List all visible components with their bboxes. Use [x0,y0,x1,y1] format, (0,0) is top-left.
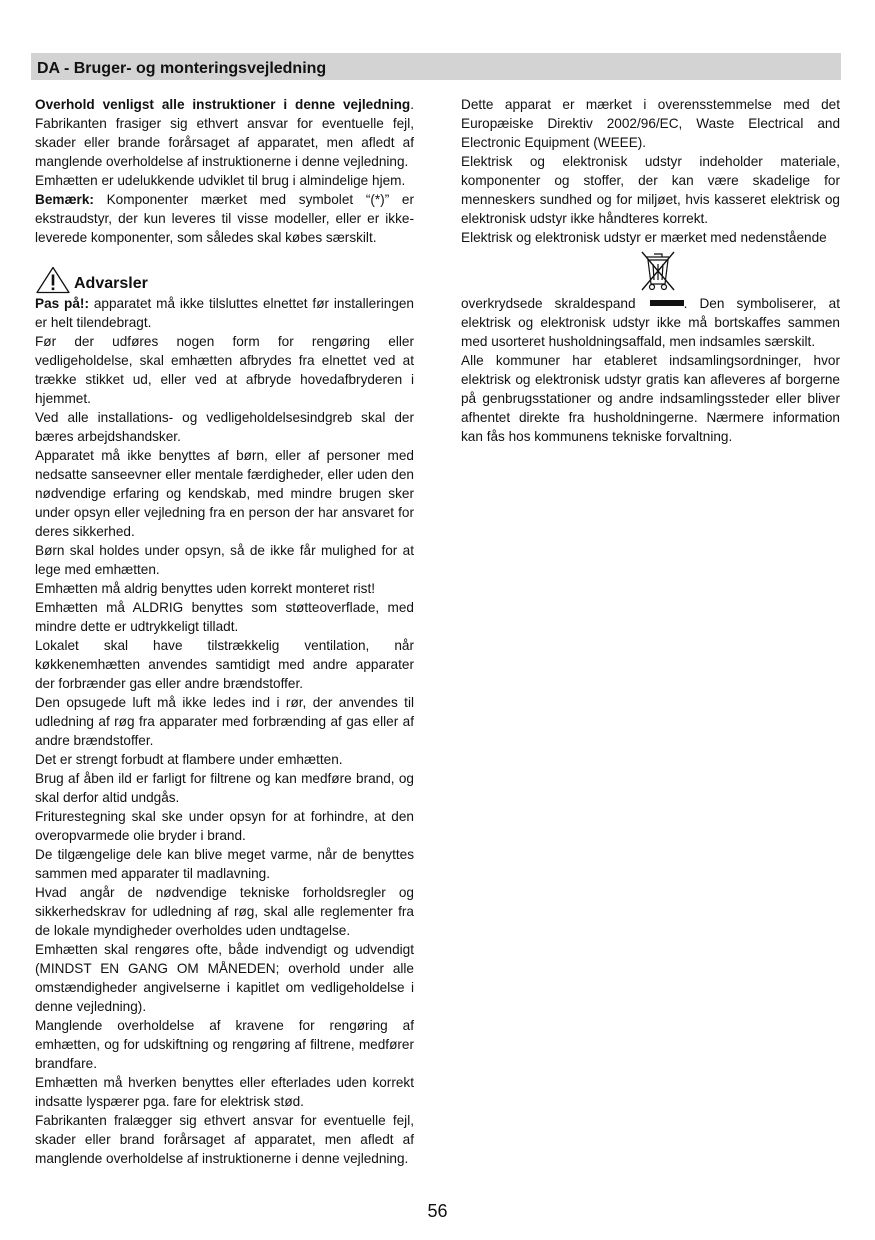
warning-item: Ved alle installations- og vedligeholdelsesindgreb skal der bæres arbejdshandsker. [35,410,414,444]
intro-household-use: Emhætten er udelukkende udviklet til brug i almindelige hjem. [35,173,406,188]
warning-first-text: apparatet må ikke tilsluttes elnettet før installeringen er helt tilendebragt. [35,296,414,330]
bin-symbol-row [461,247,840,294]
weee-directive: Dette apparat er mærket i overensstemmelse med det Europæiske Direktiv 2002/96/EC, Waste Electrical and Electronic Equipment (WEEE). [461,97,840,150]
warning-item: Emhætten skal rengøres ofte, både indvendigt og udvendigt (MINDST EN GANG OM MÅNEDEN; overhold under alle omstændigheder angivelserne i kapitlet om vedligeholdelse i denne vejledning). [35,942,414,1014]
warning-item: Børn skal holdes under opsyn, så de ikke får mulighed for at lege med emhætten. [35,543,414,577]
warning-item: Brug af åben ild er farligt for filtrene og kan medføre brand, og skal derfor altid undgås. [35,771,414,805]
warning-item: Den opsugede luft må ikke ledes ind i rør, der anvendes til udledning af røg fra apparater med forbrænding af gas eller af andre brændstoffer. [35,695,414,748]
warnings-heading [35,262,414,294]
right-column [461,95,840,446]
bin-text-after: . Den symboliserer, at elektrisk og elektronisk udstyr ikke må bortskaffes sammen med usorteret husholdningsaffald, men indsamles særskilt. [461,296,840,349]
warning-first [35,294,414,332]
warning-item: Friturestegning skal ske under opsyn for at forhindre, at den overopvarmede olie bryder i brand. [35,809,414,843]
intro-note [35,190,414,247]
weee-hazard: Elektrisk og elektronisk udstyr indeholder materiale, komponenter og stoffer, der kan være skadelige for menneskers sundhed og for miljøet, hvis kasseret elektrisk og elektronisk udstyr ikke håndteres korrekt. [461,154,840,226]
warning-item: Emhætten må aldrig benyttes uden korrekt monteret rist! [35,581,375,596]
weee-collection: Alle kommuner har etableret indsamlingsordninger, hvor elektrisk og elektronisk udstyr gratis kan afleveres af borgerne på genbrugsstationer og andre indsamlingssteder eller bliver afhentet direkte fra husholdningerne. Nærmere information kan fås hos kommunens tekniske forvaltning. [461,353,840,444]
warning-item: Fabrikanten fralægger sig ethvert ansvar for eventuelle fejl, skader eller brand forårsaget af apparatet, men afledt af manglende overholdelse af instruktionerne i denne vejledning. [35,1113,414,1166]
left-column [35,95,414,1168]
warning-item: Hvad angår de nødvendige tekniske forholdsregler og sikkerhedskrav for udledning af røg, skal alle reglementer fra de lokale myndigheder overholdes uden undtagelse. [35,885,414,938]
intro-bold-lead: Overhold venligst alle instruktioner i denne vejledning [35,97,411,112]
section-header-bar [31,53,841,80]
warnings-title: Advarsler [74,275,148,292]
bin-text-before: overkrydsede skraldespand [461,296,648,311]
warning-item: De tilgængelige dele kan blive meget varme, når de benyttes sammen med apparater til madlavning. [35,847,414,881]
black-bar-icon [650,300,684,306]
weee-marking: Elektrisk og elektronisk udstyr er mærket med nedenstående [461,230,827,245]
note-text: Komponenter mærket med symbolet “(*)” er ekstraudstyr, der kun leveres til visse modeller, eller er ikke-leverede komponenter, som således skal købes særskilt. [35,192,414,245]
note-label: Bemærk: [35,192,94,207]
warning-item: Det er strengt forbudt at flambere under emhætten. [35,752,343,767]
section-title: DA - Bruger- og monteringsvejledning [37,60,327,77]
warning-item: Emhætten må ALDRIG benyttes som støtteoverflade, med mindre dette er udtrykkeligt tilladt. [35,600,414,634]
crossed-out-wheelie-bin-icon [638,249,678,292]
warning-item: Apparatet må ikke benyttes af børn, eller af personer med nedsatte sanseevner eller mentale færdigheder, eller uden den nødvendige erfaring og kendskab, med mindre brugen sker under opsyn eller vejledning fra en person der har ansvaret for deres sikkerhed. [35,448,414,539]
page-number: 56 [427,1201,448,1221]
intro-lead-text: . Fabrikanten frasiger sig ethvert ansvar for eventuelle fejl, skader eller brande forårsaget af apparatet, men afledt af manglende overholdelse af instruktionerne i denne vejledning. [35,97,414,169]
weee-bin-explanation [461,294,840,351]
warning-item: Emhætten må hverken benyttes eller efterlades uden korrekt indsatte lyspærer pga. fare for elektrisk stød. [35,1075,414,1109]
warning-item: Manglende overholdelse af kravene for rengøring af emhætten, og for udskiftning og rengøring af filtrene, medfører brandfare. [35,1018,414,1071]
warning-item: Før der udføres nogen form for rengøring eller vedligeholdelse, skal emhætten afbrydes fra elnettet ved at trække stikket ud, eller ved at afbryde hovedafbryderen i hjemmet. [35,334,414,406]
intro-paragraph [35,95,414,171]
warning-item: Lokalet skal have tilstrækkelig ventilation, når køkkenemhætten anvendes samtidigt med andre apparater der forbrænder gas eller andre brændstoffer. [35,638,414,691]
warning-triangle-icon [35,266,71,294]
warning-first-label: Pas på!: [35,296,89,311]
